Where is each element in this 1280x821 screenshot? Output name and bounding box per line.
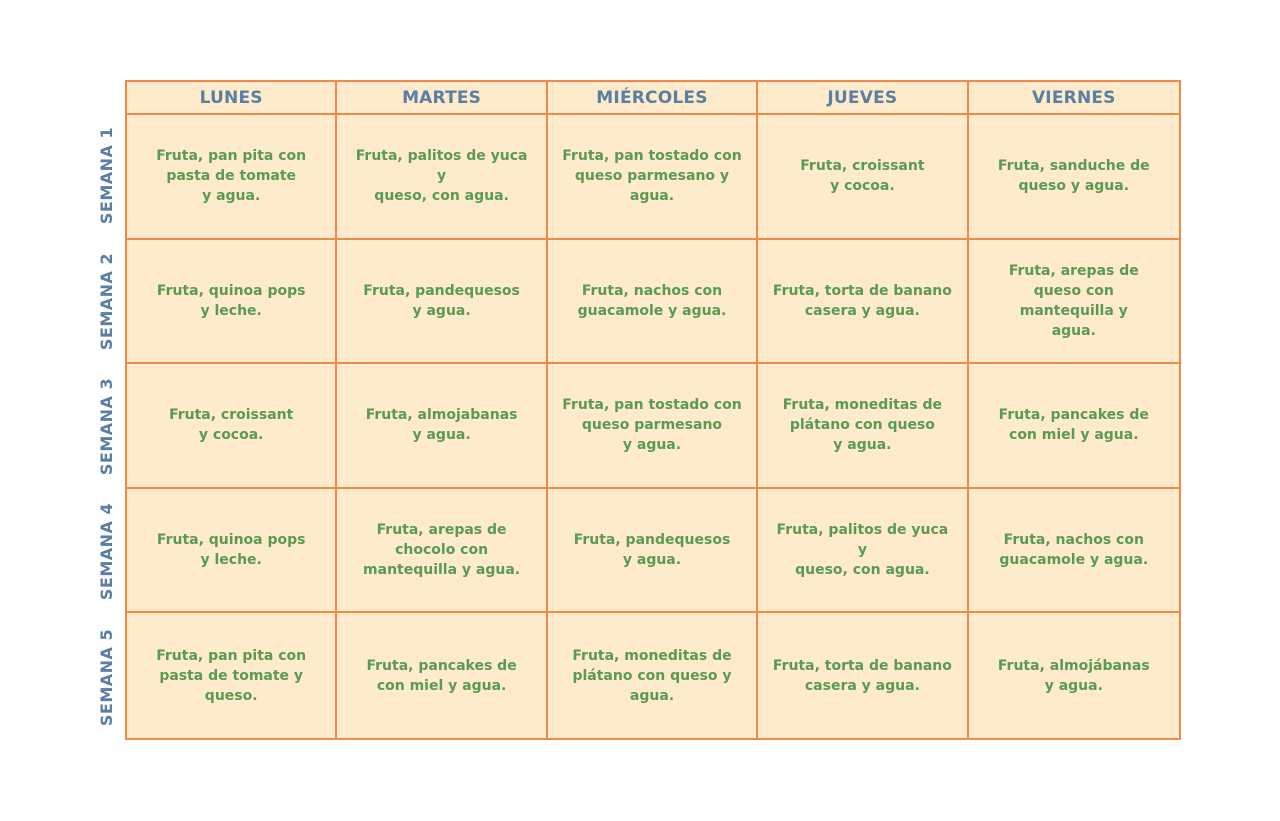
- day-header-viernes: VIERNES: [969, 82, 1179, 115]
- meal-cell: Fruta, pancakes de con miel y agua.: [969, 364, 1179, 489]
- week-label-text: SEMANA 3: [97, 377, 117, 476]
- meal-cell: Fruta, quinoa pops y leche.: [127, 489, 337, 614]
- meal-cell: Fruta, croissant y cocoa.: [758, 115, 968, 240]
- week-label-4: [88, 489, 125, 614]
- meal-cell: Fruta, quinoa pops y leche.: [127, 240, 337, 365]
- meal-cell: Fruta, palitos de yuca y queso, con agua.: [758, 489, 968, 614]
- menu-table: [125, 80, 1181, 740]
- week-label-text: SEMANA 1: [97, 127, 117, 225]
- week-label-text: SEMANA 4: [97, 503, 117, 601]
- meal-cell: Fruta, pan tostado con queso parmesano y agua.: [548, 364, 758, 489]
- meal-cell: Fruta, pandequesos y agua.: [548, 489, 758, 614]
- meal-cell: Fruta, nachos con guacamole y agua.: [969, 489, 1179, 614]
- meal-cell: Fruta, pan pita con pasta de tomate y agua.: [127, 115, 337, 240]
- week-label-5: [88, 615, 125, 740]
- meal-cell: Fruta, almojabanas y agua.: [337, 364, 547, 489]
- week-label-2: [88, 238, 125, 363]
- meal-cell: Fruta, arepas de chocolo con mantequilla y agua.: [337, 489, 547, 614]
- week-labels: [88, 113, 125, 740]
- meal-cell: Fruta, torta de banano casera y agua.: [758, 613, 968, 738]
- week-label-3: [88, 364, 125, 489]
- day-header-martes: MARTES: [337, 82, 547, 115]
- meal-cell: Fruta, pancakes de con miel y agua.: [337, 613, 547, 738]
- meal-cell: Fruta, pan tostado con queso parmesano y agua.: [548, 115, 758, 240]
- meal-cell: Fruta, croissant y cocoa.: [127, 364, 337, 489]
- meal-cell: Fruta, arepas de queso con mantequilla y agua.: [969, 240, 1179, 365]
- meal-cell: Fruta, moneditas de plátano con queso y agua.: [758, 364, 968, 489]
- week-label-text: SEMANA 2: [97, 252, 117, 350]
- meal-cell: Fruta, sanduche de queso y agua.: [969, 115, 1179, 240]
- meal-cell: Fruta, pandequesos y agua.: [337, 240, 547, 365]
- day-header-jueves: JUEVES: [758, 82, 968, 115]
- meal-cell: Fruta, pan pita con pasta de tomate y queso.: [127, 613, 337, 738]
- meal-cell: Fruta, palitos de yuca y queso, con agua.: [337, 115, 547, 240]
- day-header-miercoles: MIÉRCOLES: [548, 82, 758, 115]
- week-label-text: SEMANA 5: [97, 628, 117, 726]
- meal-cell: Fruta, almojábanas y agua.: [997, 657, 1150, 694]
- day-header-lunes: LUNES: [127, 82, 337, 115]
- week-label-1: [88, 113, 125, 238]
- meal-cell: Fruta, nachos con guacamole y agua.: [548, 240, 758, 365]
- meal-cell: Fruta, moneditas de plátano con queso y agua.: [548, 613, 758, 738]
- meal-cell: Fruta, torta de banano casera y agua.: [758, 240, 968, 365]
